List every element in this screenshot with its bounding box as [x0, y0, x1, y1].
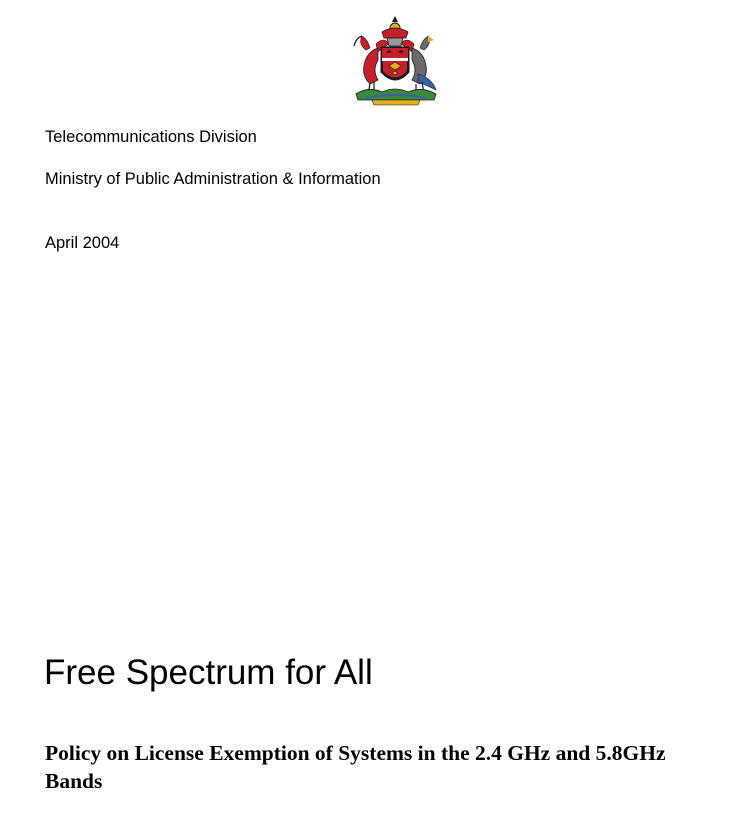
document-subtitle: Policy on License Exemption of Systems in the 2.4 GHz and 5.8GHz Bands: [45, 741, 666, 793]
publication-date: April 2004: [45, 234, 120, 252]
ministry-name: Ministry of Public Administration & Information: [45, 170, 381, 188]
document-title: Free Spectrum for All: [44, 653, 373, 692]
coat-of-arms-icon: [348, 14, 442, 106]
division-name: Telecommunications Division: [45, 128, 257, 146]
